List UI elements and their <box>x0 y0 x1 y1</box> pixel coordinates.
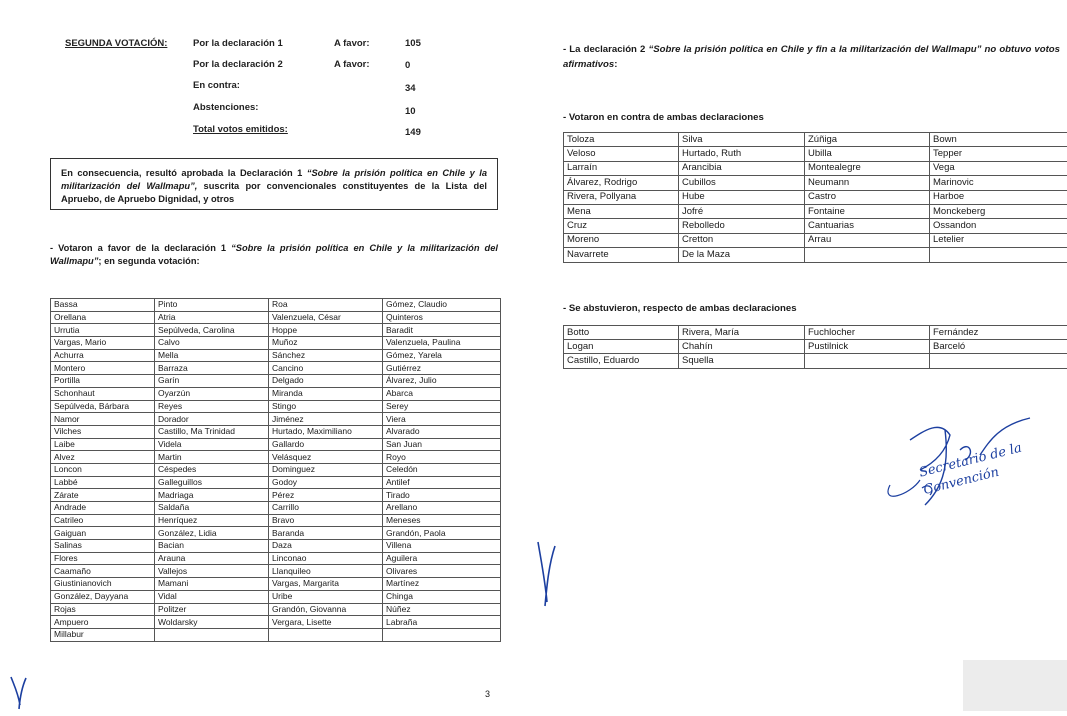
table-cell: Cubillos <box>679 176 805 190</box>
table-cell: Royo <box>383 451 501 464</box>
table-cell: Mena <box>564 204 679 218</box>
table-cell: Laibe <box>51 438 155 451</box>
table-cell: Martin <box>155 451 269 464</box>
table-cell: Garín <box>155 375 269 388</box>
table-cell: Sánchez <box>269 349 383 362</box>
table-cell: Cantuarias <box>805 219 930 233</box>
table-cell: De la Maza <box>679 248 805 262</box>
table-cell: Daza <box>269 540 383 553</box>
table-cell: Baradit <box>383 324 501 337</box>
table-row <box>564 219 1067 233</box>
table-cell: Grandón, Giovanna <box>269 603 383 616</box>
table-row <box>51 349 501 362</box>
table-row <box>51 425 501 438</box>
abst-heading: - Se abstuvieron, respecto de ambas declaraciones <box>563 302 963 315</box>
table-cell: Videla <box>155 438 269 451</box>
favor-heading-text-2: ; en segunda votación: <box>98 256 199 266</box>
table-cell: Flores <box>51 552 155 565</box>
table-row <box>564 354 1067 368</box>
table-cell <box>805 248 930 262</box>
table-cell: Labraña <box>383 616 501 629</box>
table-row <box>564 326 1067 340</box>
table-cell: Rebolledo <box>679 219 805 233</box>
table-cell: Pinto <box>155 299 269 312</box>
table-cell: Antilef <box>383 476 501 489</box>
table-cell: Fuchlocher <box>805 326 930 340</box>
table-cell: Madriaga <box>155 489 269 502</box>
table-cell: Fernández <box>930 326 1067 340</box>
contra-table <box>563 132 1067 263</box>
table-cell: Hurtado, Ruth <box>679 147 805 161</box>
table-cell: Álvarez, Rodrigo <box>564 176 679 190</box>
table-cell: Andrade <box>51 502 155 515</box>
vote-sub-1: A favor: <box>334 38 370 49</box>
table-cell: Viera <box>383 413 501 426</box>
table-cell: Vilches <box>51 425 155 438</box>
table-cell: Núñez <box>383 603 501 616</box>
table-cell: Meneses <box>383 514 501 527</box>
initials-mark-right <box>535 540 561 615</box>
table-cell: Woldarsky <box>155 616 269 629</box>
table-row <box>564 133 1067 147</box>
table-cell: Vargas, Margarita <box>269 578 383 591</box>
table-row <box>51 578 501 591</box>
decl2-text-2: : <box>614 59 617 70</box>
vote-value-1: 105 <box>405 38 421 49</box>
table-cell: Botto <box>564 326 679 340</box>
table-cell: Castillo, Ma Trinidad <box>155 425 269 438</box>
table-cell: Portilla <box>51 375 155 388</box>
decl2-text-1: - La declaración 2 <box>563 44 648 55</box>
table-cell: Monckeberg <box>930 204 1067 218</box>
table-cell: Bacian <box>155 540 269 553</box>
table-cell: Galleguillos <box>155 476 269 489</box>
table-cell <box>155 628 269 641</box>
table-cell: Salinas <box>51 540 155 553</box>
table-cell: Montealegre <box>805 161 930 175</box>
table-cell: Dorador <box>155 413 269 426</box>
table-cell: Linconao <box>269 552 383 565</box>
table-cell: Arrau <box>805 233 930 247</box>
table-cell: Llanquileo <box>269 565 383 578</box>
table-row <box>51 540 501 553</box>
table-row <box>564 204 1067 218</box>
decl2-paragraph <box>563 42 1060 72</box>
table-cell: Letelier <box>930 233 1067 247</box>
consecuencia-text-2: suscrita por convencionales constituyentes de la Lista del Apruebo, de Apruebo Dignidad, y otros <box>61 181 487 204</box>
decl2-quote: “Sobre la prisión política en Chile y fin a la militarización del Wallmapu” no obtuvo votos afirmativos <box>563 44 1060 70</box>
table-cell: Gómez, Claudio <box>383 299 501 312</box>
table-cell: Millabur <box>51 628 155 641</box>
table-cell: Ampuero <box>51 616 155 629</box>
table-cell: Vallejos <box>155 565 269 578</box>
favor-table-body <box>51 299 501 642</box>
table-cell: Hube <box>679 190 805 204</box>
table-cell: Montero <box>51 362 155 375</box>
table-cell: Mella <box>155 349 269 362</box>
table-cell: Hoppe <box>269 324 383 337</box>
table-cell: Muñoz <box>269 337 383 350</box>
table-cell: Navarrete <box>564 248 679 262</box>
table-cell: Álvarez, Julio <box>383 375 501 388</box>
table-row <box>564 147 1067 161</box>
table-cell: Serey <box>383 400 501 413</box>
table-cell: Namor <box>51 413 155 426</box>
vote-label-total: Total votos emitidos: <box>193 124 288 135</box>
table-cell: Larraín <box>564 161 679 175</box>
table-cell: Gallardo <box>269 438 383 451</box>
table-cell: Ossandon <box>930 219 1067 233</box>
table-cell: Arauna <box>155 552 269 565</box>
table-cell: Godoy <box>269 476 383 489</box>
table-cell: Orellana <box>51 311 155 324</box>
table-cell: Gutiérrez <box>383 362 501 375</box>
bottom-blank <box>505 660 963 711</box>
table-cell: Gómez, Yarela <box>383 349 501 362</box>
table-row <box>51 362 501 375</box>
table-row <box>51 311 501 324</box>
table-cell: Vergara, Lisette <box>269 616 383 629</box>
table-cell: Carrillo <box>269 502 383 515</box>
table-cell: Caamaño <box>51 565 155 578</box>
table-cell: Aguilera <box>383 552 501 565</box>
table-row <box>51 552 501 565</box>
table-cell <box>930 248 1067 262</box>
table-cell: Velásquez <box>269 451 383 464</box>
table-cell: Bown <box>930 133 1067 147</box>
vote-value-contra: 34 <box>405 83 416 94</box>
table-cell: Schonhaut <box>51 387 155 400</box>
table-cell: Chinga <box>383 590 501 603</box>
table-cell: Valenzuela, César <box>269 311 383 324</box>
favor-heading-quote: “Sobre la prisión política en Chile y la militarización del Wallmapu” <box>50 243 498 266</box>
table-row <box>564 248 1067 262</box>
vote-value-2: 0 <box>405 60 410 71</box>
favor-heading <box>50 242 498 268</box>
table-cell: Marinovic <box>930 176 1067 190</box>
table-cell: Jofré <box>679 204 805 218</box>
table-row <box>51 527 501 540</box>
table-cell: Ubilla <box>805 147 930 161</box>
table-cell <box>930 354 1067 368</box>
table-cell: Vega <box>930 161 1067 175</box>
table-cell: González, Dayyana <box>51 590 155 603</box>
table-cell: Abarca <box>383 387 501 400</box>
table-cell: Valenzuela, Paulina <box>383 337 501 350</box>
table-cell: Calvo <box>155 337 269 350</box>
consecuencia-box <box>50 158 498 210</box>
table-row <box>51 514 501 527</box>
consecuencia-text-1: En consecuencia, resultó aprobada la Declaración 1 <box>61 168 307 178</box>
table-cell: Logan <box>564 340 679 354</box>
table-cell: Labbé <box>51 476 155 489</box>
table-cell <box>269 628 383 641</box>
abst-table-body <box>564 326 1067 369</box>
table-row <box>564 233 1067 247</box>
table-cell: Atria <box>155 311 269 324</box>
table-cell <box>805 354 930 368</box>
table-row <box>564 340 1067 354</box>
table-cell: Stingo <box>269 400 383 413</box>
table-row <box>51 337 501 350</box>
table-cell: Castillo, Eduardo <box>564 354 679 368</box>
table-row <box>51 324 501 337</box>
table-cell: Reyes <box>155 400 269 413</box>
table-cell: Roa <box>269 299 383 312</box>
table-cell: Jiménez <box>269 413 383 426</box>
table-cell: Chahín <box>679 340 805 354</box>
table-row <box>51 603 501 616</box>
table-cell: Alvez <box>51 451 155 464</box>
table-cell: Martínez <box>383 578 501 591</box>
table-cell <box>383 628 501 641</box>
table-cell: Catrileo <box>51 514 155 527</box>
table-row <box>51 413 501 426</box>
table-row <box>51 628 501 641</box>
table-cell: Achurra <box>51 349 155 362</box>
table-row <box>51 400 501 413</box>
table-cell: Rivera, Pollyana <box>564 190 679 204</box>
table-cell: Bassa <box>51 299 155 312</box>
favor-heading-text-1: - Votaron a favor de la declaración 1 <box>50 243 231 253</box>
table-cell: Rojas <box>51 603 155 616</box>
table-cell: San Juan <box>383 438 501 451</box>
table-cell: Moreno <box>564 233 679 247</box>
table-cell: Loncon <box>51 463 155 476</box>
table-cell: Alvarado <box>383 425 501 438</box>
table-cell: Sepúlveda, Carolina <box>155 324 269 337</box>
table-cell: Saldaña <box>155 502 269 515</box>
table-row <box>564 176 1067 190</box>
table-row <box>51 489 501 502</box>
table-row <box>564 190 1067 204</box>
table-cell: Tirado <box>383 489 501 502</box>
table-cell: Pustilnick <box>805 340 930 354</box>
table-row <box>51 502 501 515</box>
table-cell: Squella <box>679 354 805 368</box>
table-cell: Cretton <box>679 233 805 247</box>
table-cell: Tepper <box>930 147 1067 161</box>
favor-table <box>50 298 501 642</box>
vote-value-abst: 10 <box>405 106 416 117</box>
table-row <box>51 438 501 451</box>
table-cell: Barraza <box>155 362 269 375</box>
table-cell: Zárate <box>51 489 155 502</box>
table-cell: Cruz <box>564 219 679 233</box>
table-cell: Toloza <box>564 133 679 147</box>
initials-mark-left <box>8 675 32 716</box>
signature <box>850 410 1050 525</box>
table-cell: Urrutia <box>51 324 155 337</box>
table-cell: Sepúlveda, Bárbara <box>51 400 155 413</box>
table-cell: Neumann <box>805 176 930 190</box>
contra-table-body <box>564 133 1067 263</box>
table-cell: Olivares <box>383 565 501 578</box>
table-cell: Uribe <box>269 590 383 603</box>
page-number: 3 <box>485 689 490 699</box>
table-cell: Miranda <box>269 387 383 400</box>
vote-label-1: Por la declaración 1 <box>193 38 283 49</box>
table-cell: Veloso <box>564 147 679 161</box>
table-cell: Villena <box>383 540 501 553</box>
table-row <box>564 161 1067 175</box>
table-cell: Dominguez <box>269 463 383 476</box>
table-cell: Fontaine <box>805 204 930 218</box>
initials-icon <box>8 675 32 711</box>
table-cell: Vargas, Mario <box>51 337 155 350</box>
table-cell: Harboe <box>930 190 1067 204</box>
table-cell: Vidal <box>155 590 269 603</box>
table-cell: Quinteros <box>383 311 501 324</box>
vote-label-abst: Abstenciones: <box>193 102 258 113</box>
consecuencia-quote: “Sobre la prisión política en Chile y la militarización del Wallmapu”, <box>61 168 487 191</box>
table-cell: Pérez <box>269 489 383 502</box>
table-cell: Arancibia <box>679 161 805 175</box>
table-cell: Zúñiga <box>805 133 930 147</box>
table-cell: González, Lidia <box>155 527 269 540</box>
table-cell: Giustinianovich <box>51 578 155 591</box>
table-row <box>51 476 501 489</box>
table-cell: Céspedes <box>155 463 269 476</box>
table-cell: Celedón <box>383 463 501 476</box>
table-row <box>51 451 501 464</box>
table-cell: Henríquez <box>155 514 269 527</box>
vote-label-contra: En contra: <box>193 80 240 91</box>
table-row <box>51 590 501 603</box>
scan-edge <box>963 660 1067 711</box>
abst-table <box>563 325 1067 369</box>
vote-title: SEGUNDA VOTACIÓN: <box>65 38 167 49</box>
table-row <box>51 375 501 388</box>
table-cell: Cancino <box>269 362 383 375</box>
table-cell: Silva <box>679 133 805 147</box>
table-row <box>51 463 501 476</box>
table-cell: Barceló <box>930 340 1067 354</box>
table-cell: Politzer <box>155 603 269 616</box>
table-row <box>51 299 501 312</box>
table-cell: Castro <box>805 190 930 204</box>
table-cell: Mamani <box>155 578 269 591</box>
table-cell: Hurtado, Maximiliano <box>269 425 383 438</box>
contra-heading: - Votaron en contra de ambas declaraciones <box>563 111 963 124</box>
table-row <box>51 387 501 400</box>
table-cell: Gaiguan <box>51 527 155 540</box>
table-row <box>51 616 501 629</box>
table-cell: Bravo <box>269 514 383 527</box>
table-cell: Baranda <box>269 527 383 540</box>
table-cell: Delgado <box>269 375 383 388</box>
table-cell: Oyarzún <box>155 387 269 400</box>
table-cell: Arellano <box>383 502 501 515</box>
vote-sub-2: A favor: <box>334 59 370 70</box>
table-row <box>51 565 501 578</box>
table-cell: Grandón, Paola <box>383 527 501 540</box>
signature-caption: Secretario de la Convención <box>917 436 1042 500</box>
initials-icon-2 <box>535 540 561 610</box>
vote-label-2: Por la declaración 2 <box>193 59 283 70</box>
vote-value-total: 149 <box>405 127 421 138</box>
table-cell: Rivera, María <box>679 326 805 340</box>
